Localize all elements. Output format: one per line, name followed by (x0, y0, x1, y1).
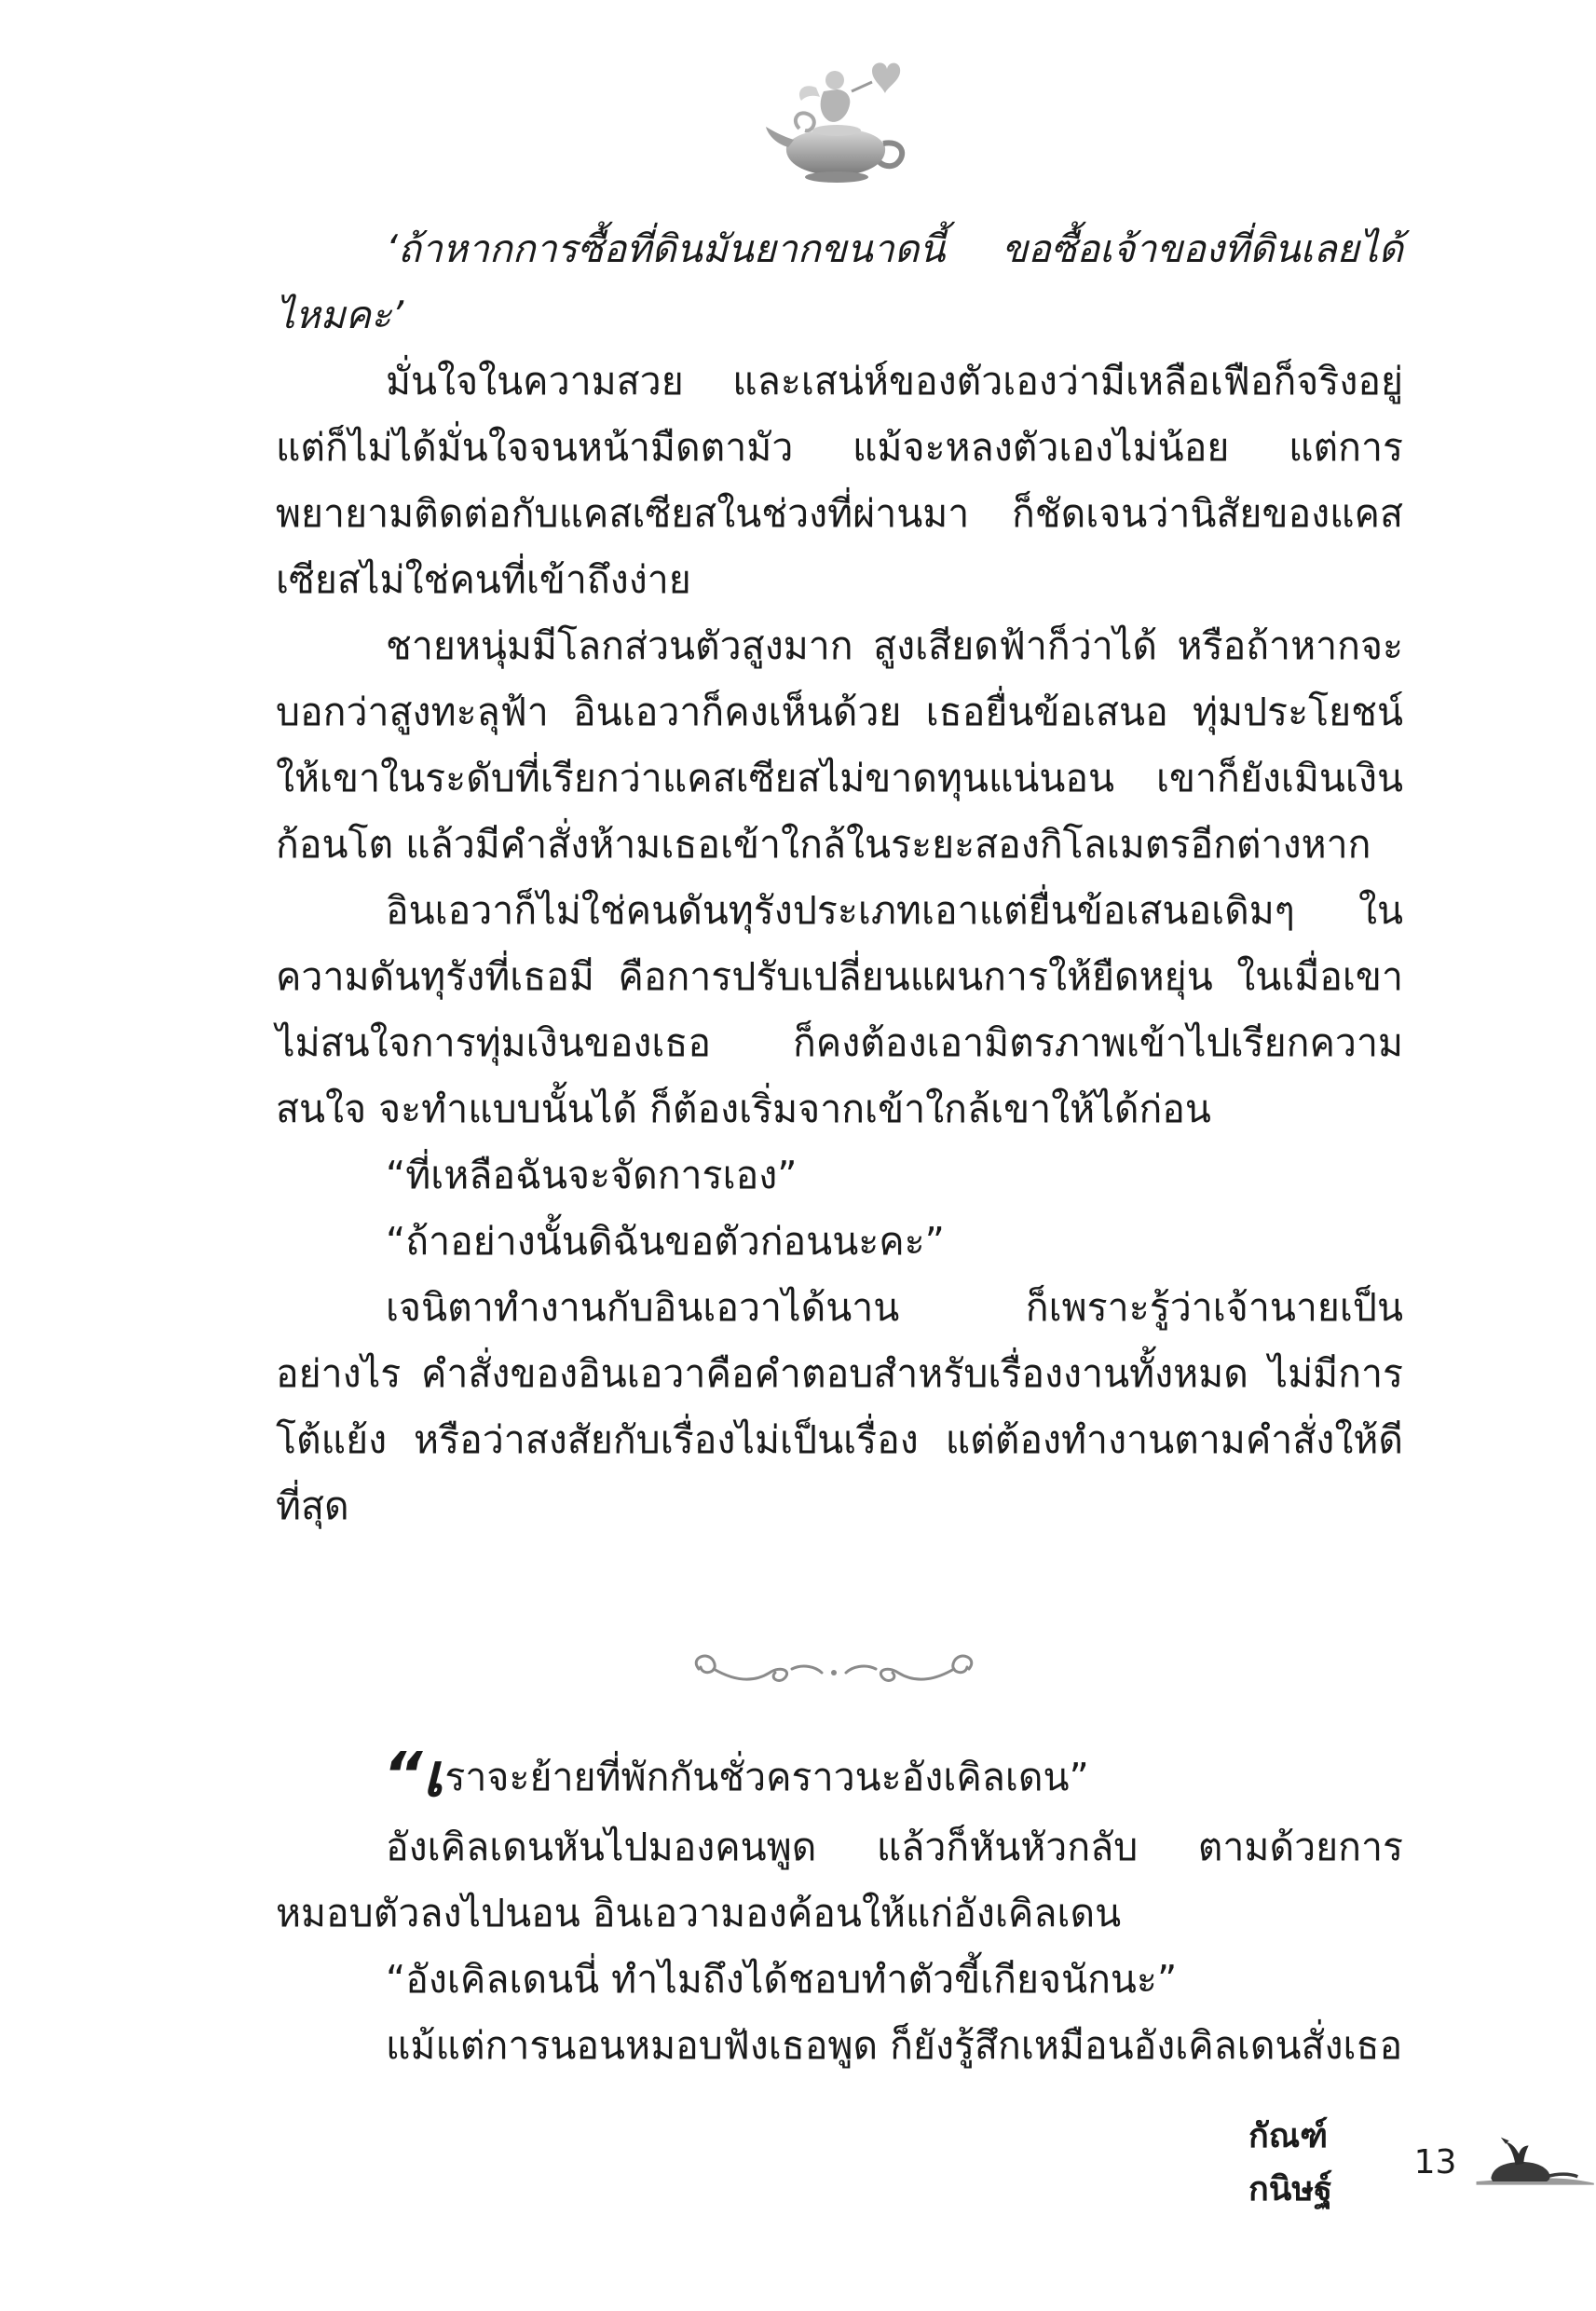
author-name: กัณฑ์กนิษฐ์ (1248, 2117, 1332, 2208)
dialogue-line: “ที่เหลือฉันจะจัดการเอง” (386, 1153, 798, 1197)
paragraph: แม้แต่การนอนหมอบฟังเธอพูด ก็ยังรู้สึกเหมือนอังเคิลเดนสั่งเธอ (386, 2023, 1403, 2068)
lying-dog-icon (1473, 2134, 1596, 2190)
dialogue-line: “ถ้าอย่างนั้นดิฉันขอตัวก่อนนะคะ” (386, 1219, 945, 1264)
dropcap-quote: “ (383, 1739, 423, 1811)
page-footer (1248, 2117, 1596, 2208)
dropcap-letter: เ (422, 1742, 443, 1811)
paragraph: มั่นใจในความสวย และเสน่ห์ของตัวเองว่ามีเหลือเฟือก็จริงอยู่ แต่ก็ไม่ได้มั่นใจจนหน้ามืดตามัว แม้จะหลงตัวเองไม่น้อย แต่การพยายามติดต่อกับแคสเซียสในช่วงที่ผ่านมา ก็ชัดเจนว่านิสัยของแคสเซียสไม่ใช่คนที่เข้าถึงง่าย (276, 359, 1403, 602)
paragraph: ชายหนุ่มมีโลกส่วนตัวสูงมาก สูงเสียดฟ้าก็ว่าได้ หรือถ้าหากจะบอกว่าสูงทะลุฟ้า อินเอวาก็คงเห็นด้วย เธอยื่นข้อเสนอ ทุ่มประโยชน์ให้เขาในระดับที่เรียกว่าแคสเซียสไม่ขาดทุนแน่นอน เขาก็ยังเมินเงินก้อนโต แล้วมีคำสั่งห้ามเธอเข้าใกล้ในระยะสองกิโลเมตรอีกต่างหาก (276, 623, 1403, 867)
body-text-top (276, 216, 1403, 1539)
swirl-divider-icon (680, 1645, 988, 1693)
paragraph: อังเคิลเดนหันไปมองคนพูด แล้วก็หันหัวกลับ ตามด้วยการหมอบตัวลงไปนอน อินเอวามองค้อนให้แก่อังเคิลเดน (276, 1825, 1403, 1935)
opening-line-text: ราจะย้ายที่พักกันชั่วคราวนะอังเคิลเดน” (444, 1755, 1089, 1799)
dialogue-line: “อังเคิลเดนนี่ ทำไมถึงได้ชอบทำตัวขี้เกียจนักนะ” (386, 1957, 1178, 2002)
cupid-teapot-icon (762, 54, 911, 194)
paragraph: ‘ถ้าหากการซื้อที่ดินมันยากขนาดนี้ ขอซื้อเจ้าของที่ดินเลยได้ไหมคะ’ (276, 226, 1403, 337)
chapter-opening-line (276, 1738, 1403, 1814)
body-text-bottom (276, 1738, 1403, 2079)
page-number: 13 (1413, 2142, 1457, 2181)
paragraph: เจนิตาทำงานกับอินเอวาได้นาน ก็เพราะรู้ว่าเจ้านายเป็นอย่างไร คำสั่งของอินเอวาคือคำตอบสำหรับเรื่องงานทั้งหมด ไม่มีการโต้แย้ง หรือว่าสงสัยกับเรื่องไม่เป็นเรื่อง แต่ต้องทำงานตามคำสั่งให้ดีที่สุด (276, 1285, 1403, 1528)
paragraph: อินเอวาก็ไม่ใช่คนดันทุรังประเภทเอาแต่ยื่นข้อเสนอเดิมๆ ในความดันทุรังที่เธอมี คือการปรับเปลี่ยนแผนการให้ยืดหยุ่น ในเมื่อเขาไม่สนใจการทุ่มเงินของเธอ ก็คงต้องเอามิตรภาพเข้าไปเรียกความสนใจ จะทำแบบนั้นได้ ก็ต้องเริ่มจากเข้าใกล้เขาให้ได้ก่อน (276, 888, 1403, 1131)
